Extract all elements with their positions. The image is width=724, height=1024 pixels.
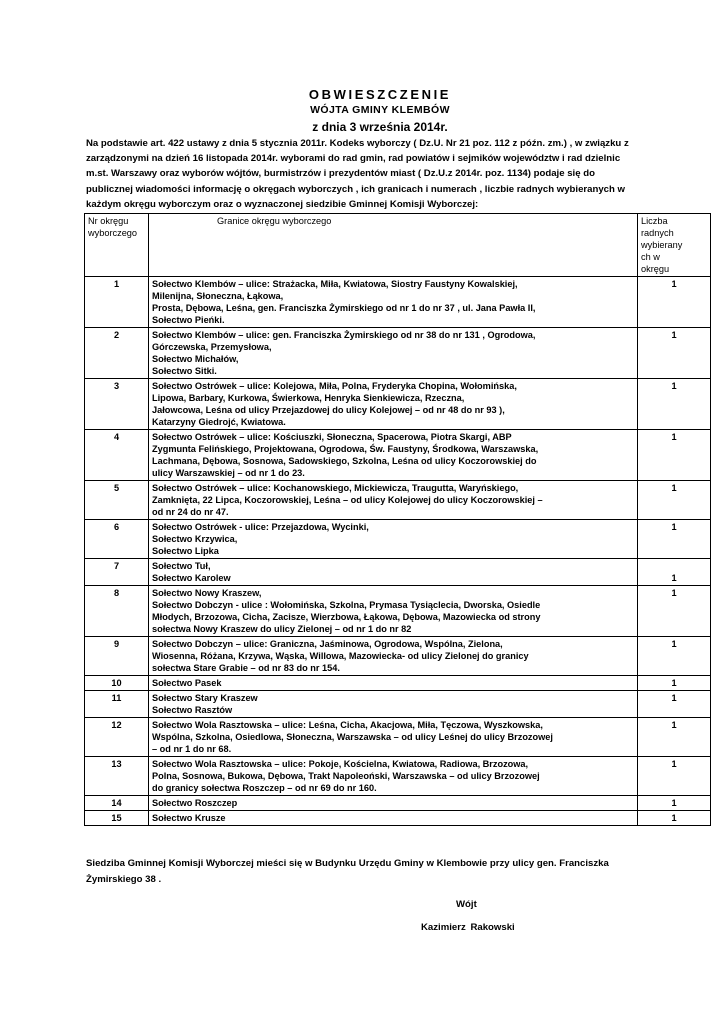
intro-paragraph: Na podstawie art. 422 ustawy z dnia 5 stycznia 2011r. Kodeks wyborczy ( Dz.U. Nr 21 poz. 112 z późn. zm.) , w związku z zarządzonymi na dzień 16 listopada 2014r. wyborami do rad gmin, rad powiatów i sejmików województw i rad dzielnic m.st. Warszawy oraz wyborów wójtów, burmistrzów i prezydentów miast ( Dz.U.z 2014r. poz. 1134) podaje się do publicznej wiadomości informację o okręgach wyborczych , ich granicach i numerach , liczbie radnych wybieranych w każdym okręgu wyborczym oraz o wyznaczonej siedzibie Gminnej Komisji Wyborczej: xyxy=(86,138,629,210)
header-councillor-count: Liczba radnych wybierany ch w okręgu xyxy=(638,214,711,277)
table-row xyxy=(85,757,711,796)
district-boundaries: Sołectwo Krusze xyxy=(149,811,638,826)
district-boundaries: Sołectwo Wola Rasztowska – ulice: Leśna, Cicha, Akacjowa, Miła, Tęczowa, Wyszkowska, Wspólna, Szkolna, Osiedlowa, Słoneczna, Warszawska – od ulicy Leśnej do ulicy Brzozowej – od nr 1 do nr 68. xyxy=(149,718,638,757)
table-row xyxy=(85,586,711,637)
district-number: 11 xyxy=(85,691,149,718)
district-boundaries: Sołectwo Wola Rasztowska – ulice: Pokoje, Kościelna, Kwiatowa, Radiowa, Brzozowa, Polna, Sosnowa, Bukowa, Dębowa, Trakt Napoleoński, Warszawska – od ulicy Brzozowej do granicy sołectwa Roszczep – od nr 69 do nr 160. xyxy=(149,757,638,796)
table-row xyxy=(85,520,711,559)
district-boundaries: Sołectwo Pasek xyxy=(149,676,638,691)
header-district-number: Nr okręgu wyborczego xyxy=(85,214,149,277)
table-row xyxy=(85,277,711,328)
councillor-count: 1 xyxy=(638,691,711,718)
signature-name: Kazimierz Rakowski xyxy=(421,922,515,933)
document-subtitle: WÓJTA GMINY KLEMBÓW xyxy=(310,104,450,116)
district-number: 13 xyxy=(85,757,149,796)
district-number: 9 xyxy=(85,637,149,676)
district-boundaries: Sołectwo Dobczyn – ulice: Graniczna, Jaśminowa, Ogrodowa, Wspólna, Zielona, Wiosenna, Różana, Krzywa, Wąska, Willowa, Mazowiecka- od ulicy Zielonej do granicy sołectwa Stare Grabie – od nr 83 do nr 154. xyxy=(149,637,638,676)
district-number: 7 xyxy=(85,559,149,586)
district-boundaries: Sołectwo Ostrówek - ulice: Przejazdowa, Wycinki, Sołectwo Krzywica, Sołectwo Lipka xyxy=(149,520,638,559)
district-boundaries: Sołectwo Ostrówek – ulice: Kolejowa, Miła, Polna, Fryderyka Chopina, Wołomińska, Lipowa, Barbary, Kurkowa, Świerkowa, Henryka Sienkiewicza, Rzeczna, Jałowcowa, Leśna od ulicy Przejazdowej do ulicy Kolejowej – od nr 48 do nr 93 ), Katarzyny Giedrojć, Kwiatowa. xyxy=(149,379,638,430)
councillor-count: 1 xyxy=(638,328,711,379)
councillor-count: 1 xyxy=(638,718,711,757)
councillor-count: 1 xyxy=(638,520,711,559)
district-boundaries: Sołectwo Roszczep xyxy=(149,796,638,811)
table-row xyxy=(85,637,711,676)
district-boundaries: Sołectwo Klembów – ulice: gen. Franciszka Żymirskiego od nr 38 do nr 131 , Ogrodowa, Górczewska, Przemysłowa, Sołectwo Michałów, Sołectwo Sitki. xyxy=(149,328,638,379)
councillor-count: 1 xyxy=(638,277,711,328)
district-number: 10 xyxy=(85,676,149,691)
table-row xyxy=(85,430,711,481)
table-row xyxy=(85,796,711,811)
councillor-count: 1 xyxy=(638,757,711,796)
district-number: 6 xyxy=(85,520,149,559)
table-row xyxy=(85,718,711,757)
document-title: OBWIESZCZENIE xyxy=(308,87,452,102)
district-boundaries: Sołectwo Ostrówek – ulice: Kościuszki, Słoneczna, Spacerowa, Piotra Skargi, ABP Zygmunta Felińskiego, Projektowana, Ogrodowa, Św. Faustyny, Środkowa, Warszawska, Lachmana, Dębowa, Sosnowa, Sadowskiego, Szkolna, Leśna od ulicy Koczorowskiej do ulicy Warszawskiej – od nr 1 do 23. xyxy=(149,430,638,481)
table-row xyxy=(85,811,711,826)
district-number: 12 xyxy=(85,718,149,757)
district-number: 5 xyxy=(85,481,149,520)
councillor-count: 1 xyxy=(638,430,711,481)
table-row xyxy=(85,379,711,430)
district-boundaries: Sołectwo Ostrówek – ulice: Kochanowskiego, Mickiewicza, Traugutta, Waryńskiego, Zamknięta, 22 Lipca, Koczorowskiej, Leśna – od ulicy Kolejowej do ulicy Koczorowskiej – od nr 24 do nr 47. xyxy=(149,481,638,520)
district-number: 2 xyxy=(85,328,149,379)
district-boundaries: Sołectwo Nowy Kraszew, Sołectwo Dobczyn - ulice : Wołomińska, Szkolna, Prymasa Tysiąclecia, Dworska, Osiedle Młodych, Brzozowa, Cicha, Zacisze, Wierzbowa, Łąkowa, Dębowa, Mazowiecka od strony sołectwa Nowy Kraszew do ulicy Zielonej – od nr 1 do nr 82 xyxy=(149,586,638,637)
councillor-count: 1 xyxy=(638,796,711,811)
councillor-count: 1 xyxy=(638,637,711,676)
district-boundaries: Sołectwo Klembów – ulice: Strażacka, Miła, Kwiatowa, Siostry Faustyny Kowalskiej, Milenijna, Słoneczna, Łąkowa, Prosta, Dębowa, Leśna, gen. Franciszka Żymirskiego od nr 1 do nr 37 , ul. Jana Pawła II, Sołectwo Pieńki. xyxy=(149,277,638,328)
table-row xyxy=(85,691,711,718)
signature-title: Wójt xyxy=(456,899,477,910)
table-header-row xyxy=(85,214,711,277)
table-row xyxy=(85,481,711,520)
table-row xyxy=(85,676,711,691)
header-district-boundaries: Granice okręgu wyborczego xyxy=(149,214,638,277)
councillor-count: 1 xyxy=(638,379,711,430)
district-boundaries: Sołectwo Tuł, Sołectwo Karolew xyxy=(149,559,638,586)
district-boundaries: Sołectwo Stary Kraszew Sołectwo Rasztów xyxy=(149,691,638,718)
table-row xyxy=(85,559,711,586)
commission-seat-note: Siedziba Gminnej Komisji Wyborczej mieści się w Budynku Urzędu Gminy w Klembowie przy ulicy gen. Franciszka Żymirskiego 38 . xyxy=(86,858,609,885)
councillor-count: 1 xyxy=(638,481,711,520)
district-number: 14 xyxy=(85,796,149,811)
table-row xyxy=(85,328,711,379)
district-number: 8 xyxy=(85,586,149,637)
district-number: 3 xyxy=(85,379,149,430)
districts-table xyxy=(84,213,711,826)
district-number: 1 xyxy=(85,277,149,328)
councillor-count: 1 xyxy=(638,586,711,637)
document-date: z dnia 3 września 2014r. xyxy=(312,120,448,134)
district-number: 15 xyxy=(85,811,149,826)
councillor-count: 1 xyxy=(638,811,711,826)
district-number: 4 xyxy=(85,430,149,481)
councillor-count: 1 xyxy=(638,559,711,586)
councillor-count: 1 xyxy=(638,676,711,691)
